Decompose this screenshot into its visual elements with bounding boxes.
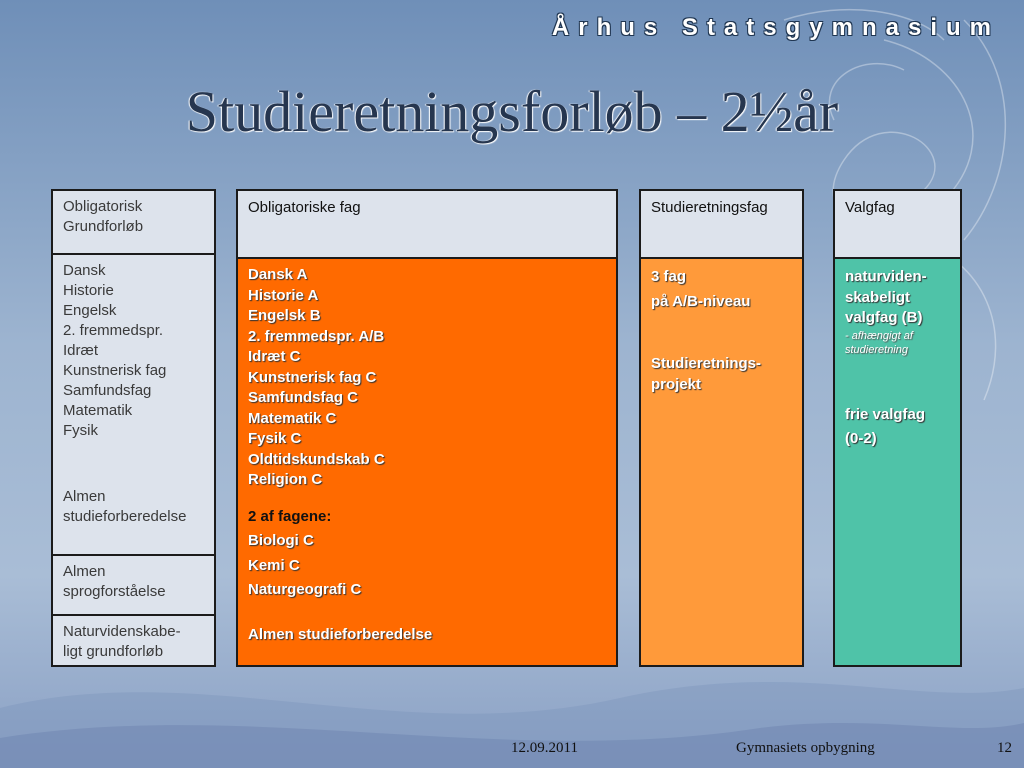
column-grundforloeb <box>51 189 216 667</box>
almen-studieforberedelse: Almen studieforberedelse <box>248 625 433 643</box>
subject-item: Samfundsfag C <box>248 389 359 406</box>
sprog-line: sprogforståelse <box>63 583 166 600</box>
natur-line: Naturvidenskabe- <box>63 623 181 640</box>
slide-title: Studieretningsforløb – 2½år <box>185 79 839 144</box>
footer-caption: Gymnasiets opbygning <box>736 740 875 756</box>
subject-item: Engelsk <box>63 302 117 319</box>
valgfag-line: naturviden- <box>845 268 927 285</box>
header-line: Obligatorisk <box>63 198 143 215</box>
valgfag-note: - afhængigt af <box>845 329 913 342</box>
subject-item: Historie A <box>248 286 319 304</box>
page-number: 12 <box>997 740 1012 756</box>
column-valgfag <box>833 189 962 667</box>
almen-line: studieforberedelse <box>63 508 187 525</box>
fag-count: 3 fag <box>651 268 687 285</box>
footer-date: 12.09.2011 <box>511 740 578 756</box>
subject-item: Fysik <box>63 422 98 439</box>
subject-item: Matematik C <box>248 409 337 427</box>
subject-item: Dansk A <box>248 266 308 283</box>
studieretningsfag-body <box>641 257 802 665</box>
studieretningsfag-header: Studieretningsfag <box>641 191 802 257</box>
choice-item: Kemi C <box>248 556 300 574</box>
sprog-line: Almen <box>63 563 106 580</box>
almen-line: Almen <box>63 488 106 505</box>
subject-item: 2. fremmedspr. <box>63 322 164 339</box>
valgfag-body <box>835 257 960 665</box>
frie-valgfag: frie valgfag <box>845 405 926 423</box>
projekt-line: Studieretnings- <box>651 355 762 372</box>
subject-item: Dansk <box>63 262 106 279</box>
choice-item: Naturgeografi C <box>248 581 362 598</box>
projekt-line: projekt <box>651 375 702 393</box>
subject-item: Oldtidskundskab C <box>248 450 385 468</box>
subject-item: Engelsk B <box>248 307 321 324</box>
obligatoriske-fag-body <box>238 257 616 665</box>
column-obligatoriske-fag <box>236 189 618 667</box>
choice-label: 2 af fagene: <box>248 507 332 525</box>
subject-item: Fysik C <box>248 430 302 447</box>
valgfag-header: Valgfag <box>835 191 960 257</box>
valgfag-note: studieretning <box>845 343 908 356</box>
obligatoriske-fag-header: Obligatoriske fag <box>238 191 616 257</box>
subject-item: Historie <box>63 282 114 299</box>
natur-line: ligt grundforløb <box>63 643 164 660</box>
sprogforstaaelse-cell <box>53 554 214 614</box>
choice-item: Biologi C <box>248 532 314 549</box>
column-studieretningsfag <box>639 189 804 667</box>
naturvidenskab-cell <box>53 614 214 665</box>
valgfag-line: valgfag (B) <box>845 309 923 326</box>
grundforloeb-header <box>53 191 214 253</box>
subject-item: Religion C <box>248 471 323 488</box>
grundforloeb-subjects <box>53 253 214 554</box>
subject-item: Kunstnerisk fag <box>63 362 167 379</box>
valgfag-range: (0-2) <box>845 430 877 447</box>
header-line: Grundforløb <box>63 218 144 235</box>
subject-item: Kunstnerisk fag C <box>248 368 377 386</box>
subject-item: Samfundsfag <box>63 382 152 399</box>
niveau-text: på A/B-niveau <box>651 292 751 310</box>
school-name: Århus Statsgymnasium <box>551 14 1000 41</box>
valgfag-line: skabeligt <box>845 288 911 306</box>
subject-item: 2. fremmedspr. A/B <box>248 327 385 345</box>
subject-item: Idræt <box>63 342 99 359</box>
subject-item: Idræt C <box>248 348 301 365</box>
subject-item: Matematik <box>63 402 133 419</box>
